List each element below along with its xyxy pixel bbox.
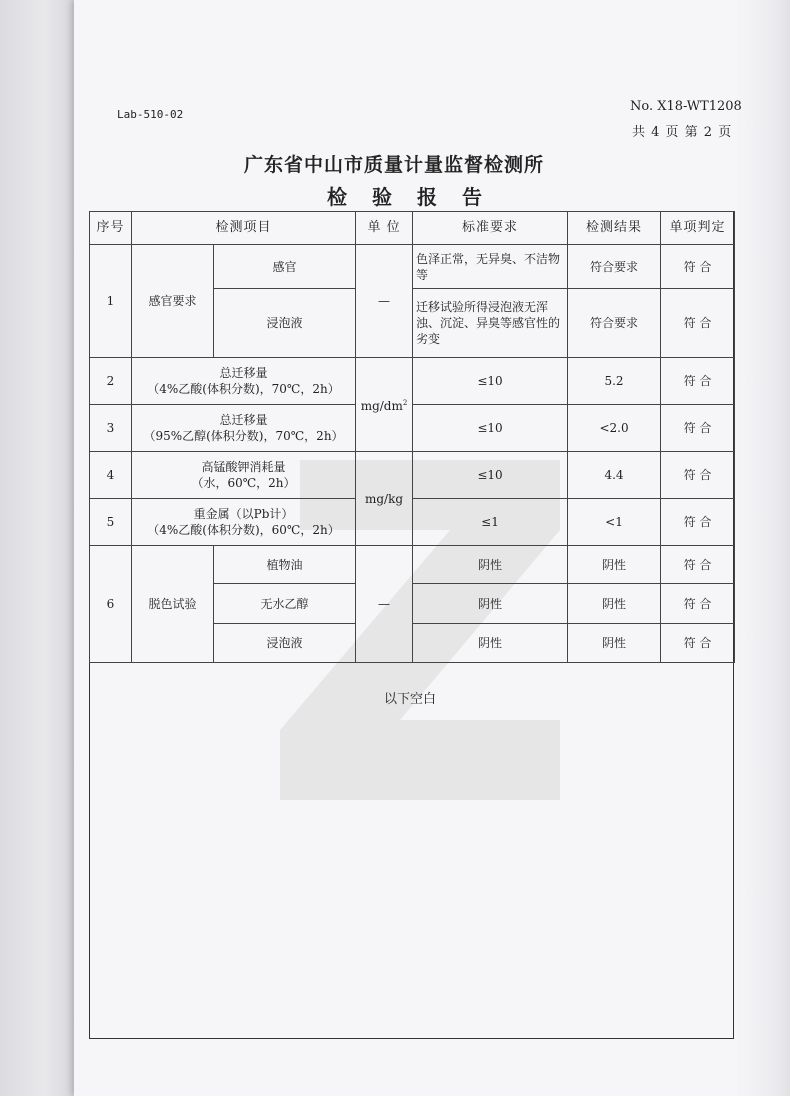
- item-condition: （水，60℃，2h）: [191, 476, 296, 490]
- item-group: 感官要求: [132, 245, 214, 358]
- row-number: 2: [90, 358, 132, 405]
- header-requirement: 标准要求: [413, 212, 568, 245]
- verdict-cell: 符 合: [661, 499, 735, 546]
- requirement-cell: 迁移试验所得浸泡液无浑浊、沉淀、异臭等感官性的劣变: [413, 289, 568, 358]
- result-cell: 5.2: [568, 358, 661, 405]
- requirement-cell: ≤1: [413, 499, 568, 546]
- sub-item: 无水乙醇: [214, 584, 356, 624]
- item-cell: [132, 499, 356, 546]
- page-info: 共 4 页 第 2 页: [632, 125, 733, 140]
- lab-code: Lab-510-02: [117, 108, 184, 121]
- result-cell: <2.0: [568, 405, 661, 452]
- verdict-cell: 符 合: [661, 405, 735, 452]
- table-row: [90, 546, 735, 584]
- item-name: 高锰酸钾消耗量: [201, 460, 286, 474]
- item-condition: （4%乙酸(体积分数)，60℃，2h）: [147, 523, 340, 537]
- table-row: [90, 358, 735, 405]
- verdict-cell: 符 合: [661, 289, 735, 358]
- result-cell: 符合要求: [568, 289, 661, 358]
- table-row: [90, 452, 735, 499]
- result-cell: 阴性: [568, 546, 661, 584]
- blank-below-note: 以下空白: [384, 692, 437, 707]
- unit-cell: —: [356, 546, 413, 663]
- requirement-cell: ≤10: [413, 452, 568, 499]
- unit-cell: —: [356, 245, 413, 358]
- item-name: 总迁移量: [219, 366, 268, 380]
- result-cell: 阴性: [568, 624, 661, 663]
- item-name: 总迁移量: [219, 413, 268, 427]
- result-cell: 4.4: [568, 452, 661, 499]
- header-no: 序号: [90, 212, 132, 245]
- item-condition: （95%乙醇(体积分数)，70℃，2h）: [143, 429, 344, 443]
- sub-item: 感官: [214, 245, 356, 289]
- row-number: 4: [90, 452, 132, 499]
- header-item: 检测项目: [132, 212, 356, 245]
- inspection-table: [89, 211, 735, 663]
- requirement-cell: 色泽正常，无异臭、不洁物等: [413, 245, 568, 289]
- header-verdict: 单项判定: [661, 212, 735, 245]
- verdict-cell: 符 合: [661, 584, 735, 624]
- unit-cell: mg/kg: [356, 452, 413, 546]
- result-cell: 符合要求: [568, 245, 661, 289]
- requirement-cell: ≤10: [413, 358, 568, 405]
- verdict-cell: 符 合: [661, 452, 735, 499]
- unit-superscript: 2: [402, 399, 408, 407]
- verdict-cell: 符 合: [661, 624, 735, 663]
- verdict-cell: 符 合: [661, 546, 735, 584]
- requirement-cell: 阴性: [413, 546, 568, 584]
- requirement-cell: ≤10: [413, 405, 568, 452]
- table-row: [90, 499, 735, 546]
- header-unit: 单 位: [356, 212, 413, 245]
- item-condition: （4%乙酸(体积分数)，70℃，2h）: [147, 382, 340, 396]
- organization-title: 广东省中山市质量计量监督检测所: [244, 154, 545, 176]
- header-result: 检测结果: [568, 212, 661, 245]
- item-cell: [132, 452, 356, 499]
- verdict-cell: 符 合: [661, 245, 735, 289]
- item-cell: [132, 358, 356, 405]
- row-number: 1: [90, 245, 132, 358]
- result-cell: 阴性: [568, 584, 661, 624]
- sub-item: 浸泡液: [214, 624, 356, 663]
- result-cell: <1: [568, 499, 661, 546]
- report-number: No. X18-WT1208: [630, 99, 742, 114]
- row-number: 3: [90, 405, 132, 452]
- report-title: 检验报告: [327, 185, 507, 209]
- verdict-cell: 符 合: [661, 358, 735, 405]
- item-name: 重金属（以Pb计）: [193, 507, 294, 521]
- item-group: 脱色试验: [132, 546, 214, 663]
- requirement-cell: 阴性: [413, 584, 568, 624]
- row-number: 6: [90, 546, 132, 663]
- item-cell: [132, 405, 356, 452]
- table-row: [90, 405, 735, 452]
- unit-cell: [356, 358, 413, 452]
- sub-item: 浸泡液: [214, 289, 356, 358]
- right-page-edge: [734, 0, 790, 1096]
- header-row: [90, 212, 735, 245]
- left-stack-edge: [0, 0, 74, 1096]
- table-row: [90, 245, 735, 289]
- unit-text: mg/dm: [360, 399, 403, 413]
- requirement-cell: 阴性: [413, 624, 568, 663]
- row-number: 5: [90, 499, 132, 546]
- sub-item: 植物油: [214, 546, 356, 584]
